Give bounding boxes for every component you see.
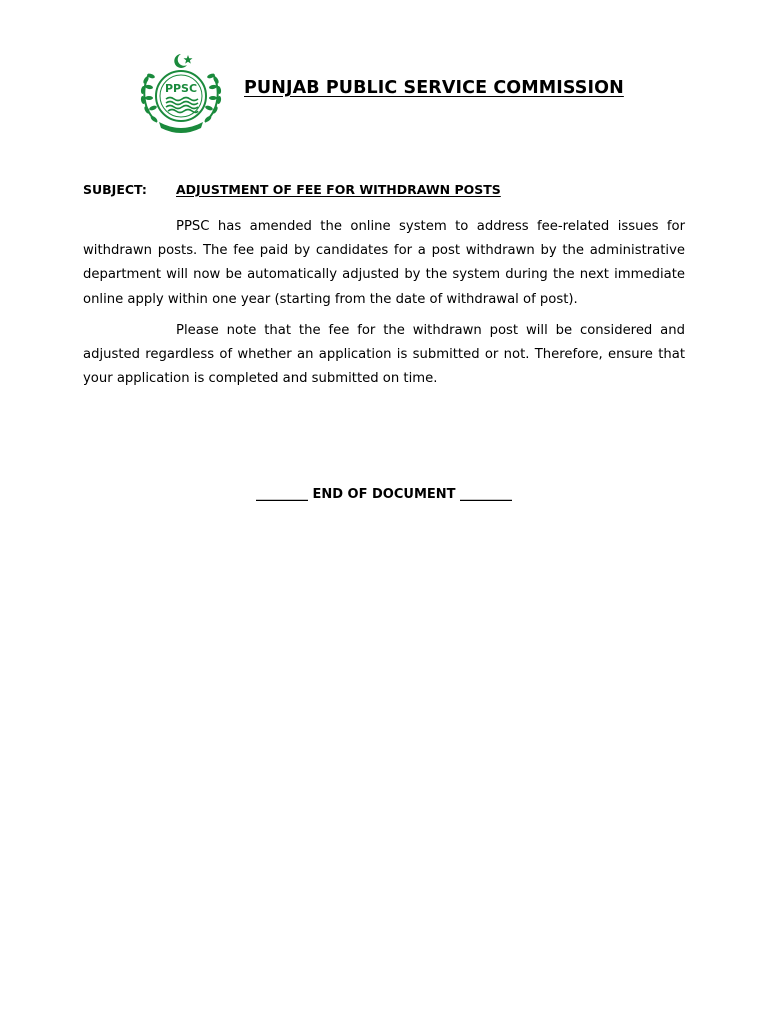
subject-label: SUBJECT: xyxy=(83,182,147,197)
body-paragraph-1: PPSC has amended the online system to address fee-related issues for withdrawn posts. The fee paid by candidates for a post withdrawn by the administrative department will now be automatically adjusted by the system during the next immediate online apply within one year (starting from the date of withdrawal of post). xyxy=(83,219,685,307)
end-of-document-marker: ________ END OF DOCUMENT ________ xyxy=(255,487,513,502)
logo-text: PPSC xyxy=(164,82,198,95)
subject-text: ADJUSTMENT OF FEE FOR WITHDRAWN POSTS xyxy=(176,182,501,197)
body-paragraph-2: Please note that the fee for the withdrawn post will be considered and adjusted regardless of whether an application is submitted or not. Therefore, ensure that your application is completed and submitted on time. xyxy=(83,323,685,387)
ppsc-logo xyxy=(137,50,225,134)
waves-icon xyxy=(166,98,198,113)
document-header xyxy=(137,50,657,134)
organization-title: PUNJAB PUBLIC SERVICE COMMISSION xyxy=(244,78,624,98)
logo-ribbon xyxy=(159,122,203,133)
crescent-star-icon xyxy=(174,54,192,68)
